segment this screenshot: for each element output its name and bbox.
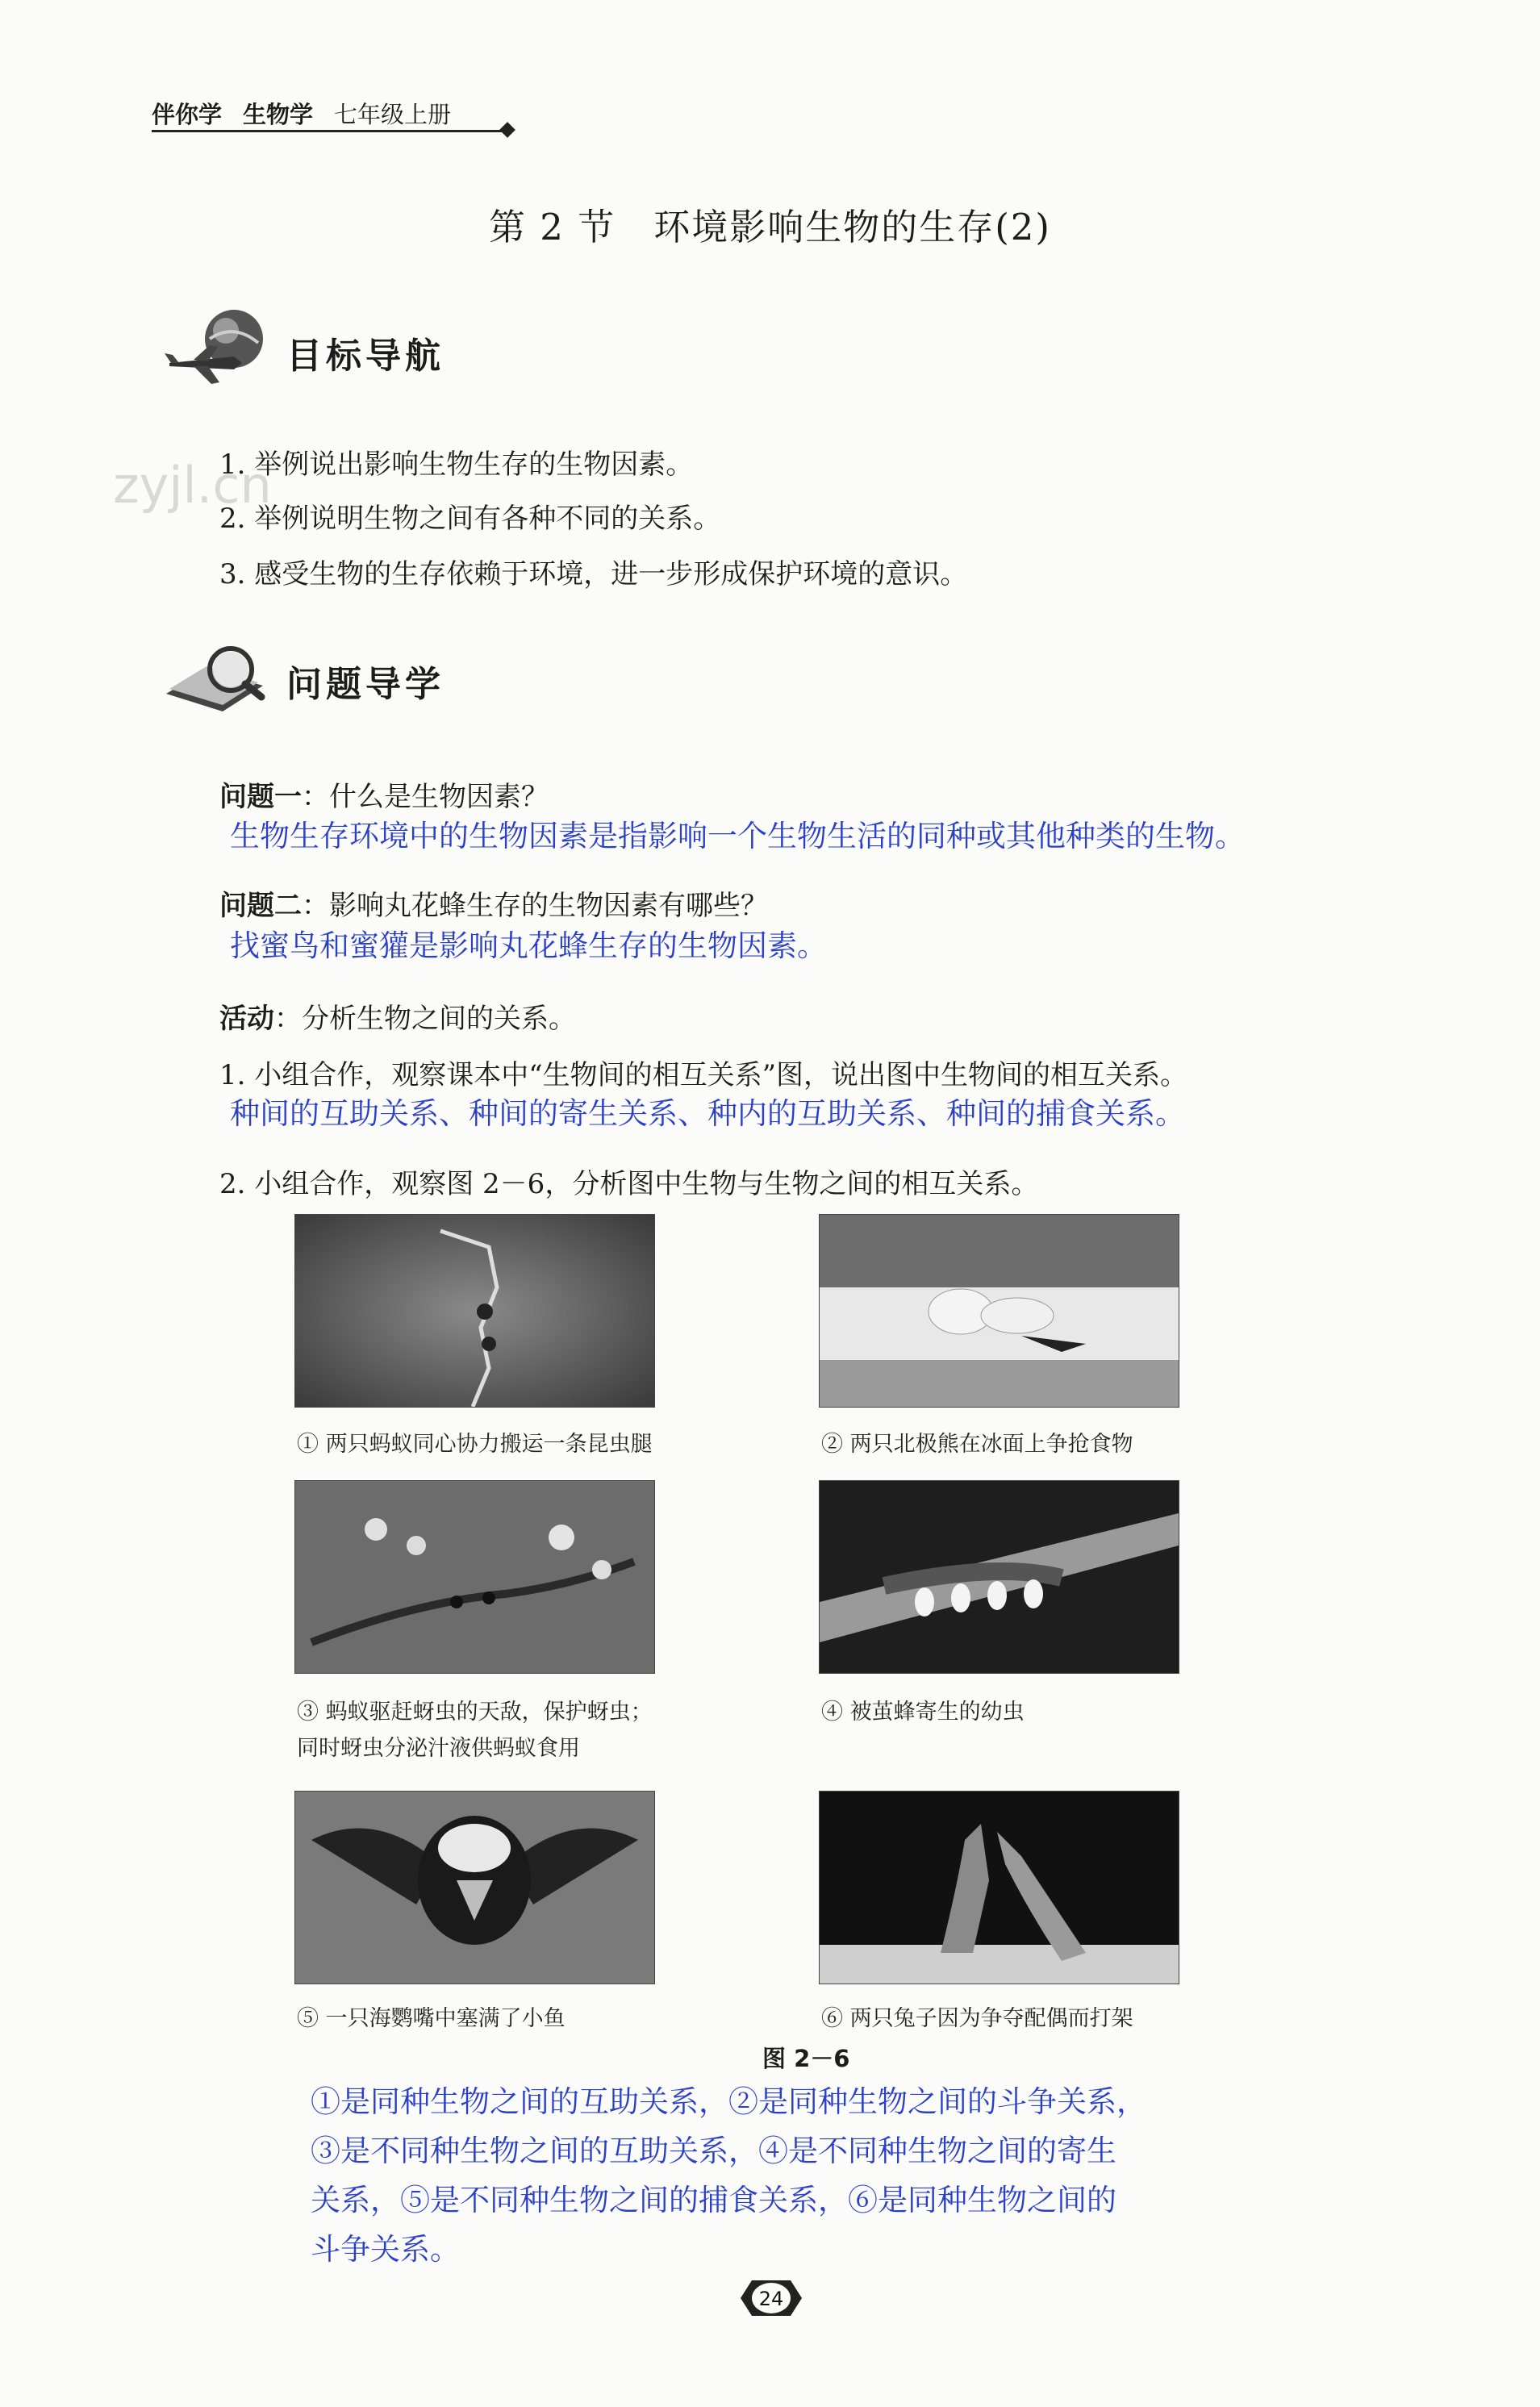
- question-one: [219, 774, 549, 814]
- question-two: [219, 883, 768, 923]
- grade-name: 七年级上册: [334, 101, 452, 128]
- caption-1: ① 两只蚂蚁同心协力搬运一条昆虫腿: [297, 1432, 653, 1457]
- caption-4: ④ 被茧蜂寄生的幼虫: [821, 1700, 1025, 1725]
- photo-ants-aphids: [294, 1480, 655, 1674]
- final-answer-line: 关系，⑤是不同种生物之间的捕食关系，⑥是同种生物之间的: [311, 2183, 1116, 2217]
- photo-puffin-fish: [294, 1791, 655, 1984]
- header-diamond-icon: [499, 122, 515, 138]
- page-number: 24: [758, 2288, 784, 2310]
- header-rule: [152, 130, 507, 132]
- question-one-text: ：什么是生物因素？: [302, 781, 549, 813]
- page-number-badge: [741, 2277, 802, 2319]
- subject-name: 生物学: [243, 101, 314, 128]
- photo-parasitized-larva: [819, 1480, 1179, 1674]
- final-answer-line: ①是同种生物之间的互助关系，②是同种生物之间的斗争关系，: [311, 2084, 1146, 2119]
- globe-plane-icon: [161, 307, 274, 395]
- question-two-answer: 找蜜鸟和蜜獾是影响丸花蜂生存的生物因素。: [230, 928, 827, 963]
- task-one: 1. 小组合作，观察课本中“生物间的相互关系”图，说出图中生物间的相互关系。: [219, 1059, 1188, 1091]
- goal-item: 2. 举例说明生物之间有各种不同的关系。: [219, 503, 721, 535]
- final-answer-line: 斗争关系。: [311, 2232, 460, 2267]
- goal-item: 3. 感受生物的生存依赖于环境，进一步形成保护环境的意识。: [219, 558, 968, 590]
- activity-text: ：分析生物之间的关系。: [274, 1003, 576, 1035]
- section-heading-questions: 问题导学: [286, 664, 444, 705]
- series-name: 伴你学: [152, 101, 223, 128]
- photo-hares-fighting: [819, 1791, 1179, 1984]
- caption-6: ⑥ 两只兔子因为争夺配偶而打架: [821, 2006, 1133, 2031]
- task-two: 2. 小组合作，观察图 2－6，分析图中生物与生物之间的相互关系。: [219, 1168, 1039, 1200]
- activity-label: 活动: [219, 1003, 274, 1035]
- activity: [219, 996, 576, 1036]
- photo-ants-carrying-leg: [294, 1214, 655, 1408]
- caption-3-line1: ③ 蚂蚁驱赶蚜虫的天敌，保护蚜虫；: [297, 1700, 653, 1725]
- caption-2: ② 两只北极熊在冰面上争抢食物: [821, 1432, 1133, 1457]
- running-header: [152, 97, 451, 130]
- final-answer-line: ③是不同种生物之间的互助关系，④是不同种生物之间的寄生: [311, 2134, 1116, 2168]
- question-two-label: 问题二: [219, 890, 302, 922]
- figure-label: 图 2－6: [762, 2045, 850, 2072]
- task-one-answer: 种间的互助关系、种间的寄生关系、种内的互助关系、种间的捕食关系。: [230, 1096, 1185, 1131]
- question-one-answer: 生物生存环境中的生物因素是指影响一个生物生活的同种或其他种类的生物。: [230, 819, 1245, 853]
- section-heading-goals: 目标导航: [286, 336, 444, 377]
- magnifier-book-icon: [158, 637, 271, 726]
- goal-item: 1. 举例说出影响生物生存的生物因素。: [219, 448, 694, 481]
- question-one-label: 问题一: [219, 781, 302, 813]
- caption-3-line2: 同时蚜虫分泌汁液供蚂蚁食用: [297, 1736, 580, 1761]
- photo-polar-bears: [819, 1214, 1179, 1408]
- caption-5: ⑤ 一只海鹦嘴中塞满了小鱼: [297, 2006, 566, 2031]
- question-two-text: ：影响丸花蜂生存的生物因素有哪些？: [302, 890, 768, 922]
- page-title: 第 2 节 环境影响生物的生存(2): [489, 206, 1051, 248]
- watermark: zyjl.cn: [113, 456, 272, 515]
